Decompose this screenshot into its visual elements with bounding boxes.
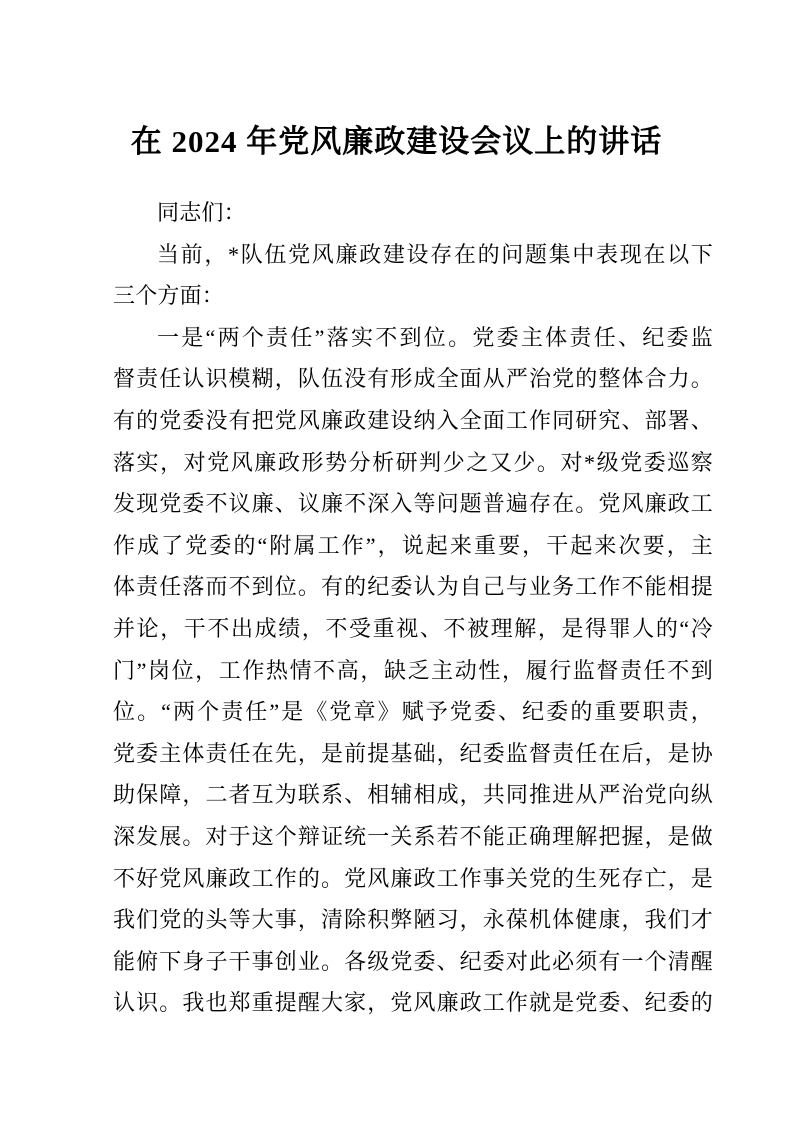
text-line: 三个方面：: [113, 283, 225, 309]
text-line: 同志们：: [157, 200, 246, 225]
text-line: 不好党风廉政工作的。党风廉政工作事关党的生死存亡，是: [113, 865, 713, 891]
text-line: 助保障，二者互为联系、相辅相成，共同推进从严治党向纵: [113, 782, 713, 808]
text-line: 认识。我也郑重提醒大家，党风廉政工作就是党委、纪委的: [113, 990, 713, 1016]
text-line: 督责任认识模糊，队伍没有形成全面从严治党的整体合力。: [113, 366, 713, 392]
text-line: 位。“两个责任”是《党章》赋予党委、纪委的重要职责，: [113, 699, 713, 725]
text-line: 门”岗位，工作热情不高，缺乏主动性，履行监督责任不到: [113, 657, 713, 683]
text-line: 发现党委不议廉、议廉不深入等问题普遍存在。党风廉政工: [113, 491, 713, 517]
text-line: 能俯下身子干事创业。各级党委、纪委对此必须有一个清醒: [113, 948, 713, 974]
text-line: 深发展。对于这个辩证统一关系若不能正确理解把握，是做: [113, 823, 713, 849]
document-body: [113, 192, 713, 1024]
text-line: 体责任落而不到位。有的纪委认为自己与业务工作不能相提: [113, 574, 713, 600]
text-line: 当前，*队伍党风廉政建设存在的问题集中表现在以下: [157, 241, 713, 267]
text-line: 落实，对党风廉政形势分析研判少之又少。对*级党委巡察: [113, 449, 713, 475]
text-line: 作成了党委的“附属工作”，说起来重要，干起来次要，主: [113, 532, 713, 558]
document-title: 在 2024 年党风廉政建设会议上的讲话: [130, 124, 663, 159]
text-line: 并论，干不出成绩，不受重视、不被理解，是得罪人的“冷: [113, 615, 713, 641]
text-line: 有的党委没有把党风廉政建设纳入全面工作同研究、部署、: [113, 407, 713, 433]
text-line: 党委主体责任在先，是前提基础，纪委监督责任在后，是协: [113, 740, 713, 766]
text-line: 一是“两个责任”落实不到位。党委主体责任、纪委监: [157, 324, 713, 350]
text-line: 我们党的头等大事，清除积弊陋习，永葆机体健康，我们才: [113, 907, 713, 933]
